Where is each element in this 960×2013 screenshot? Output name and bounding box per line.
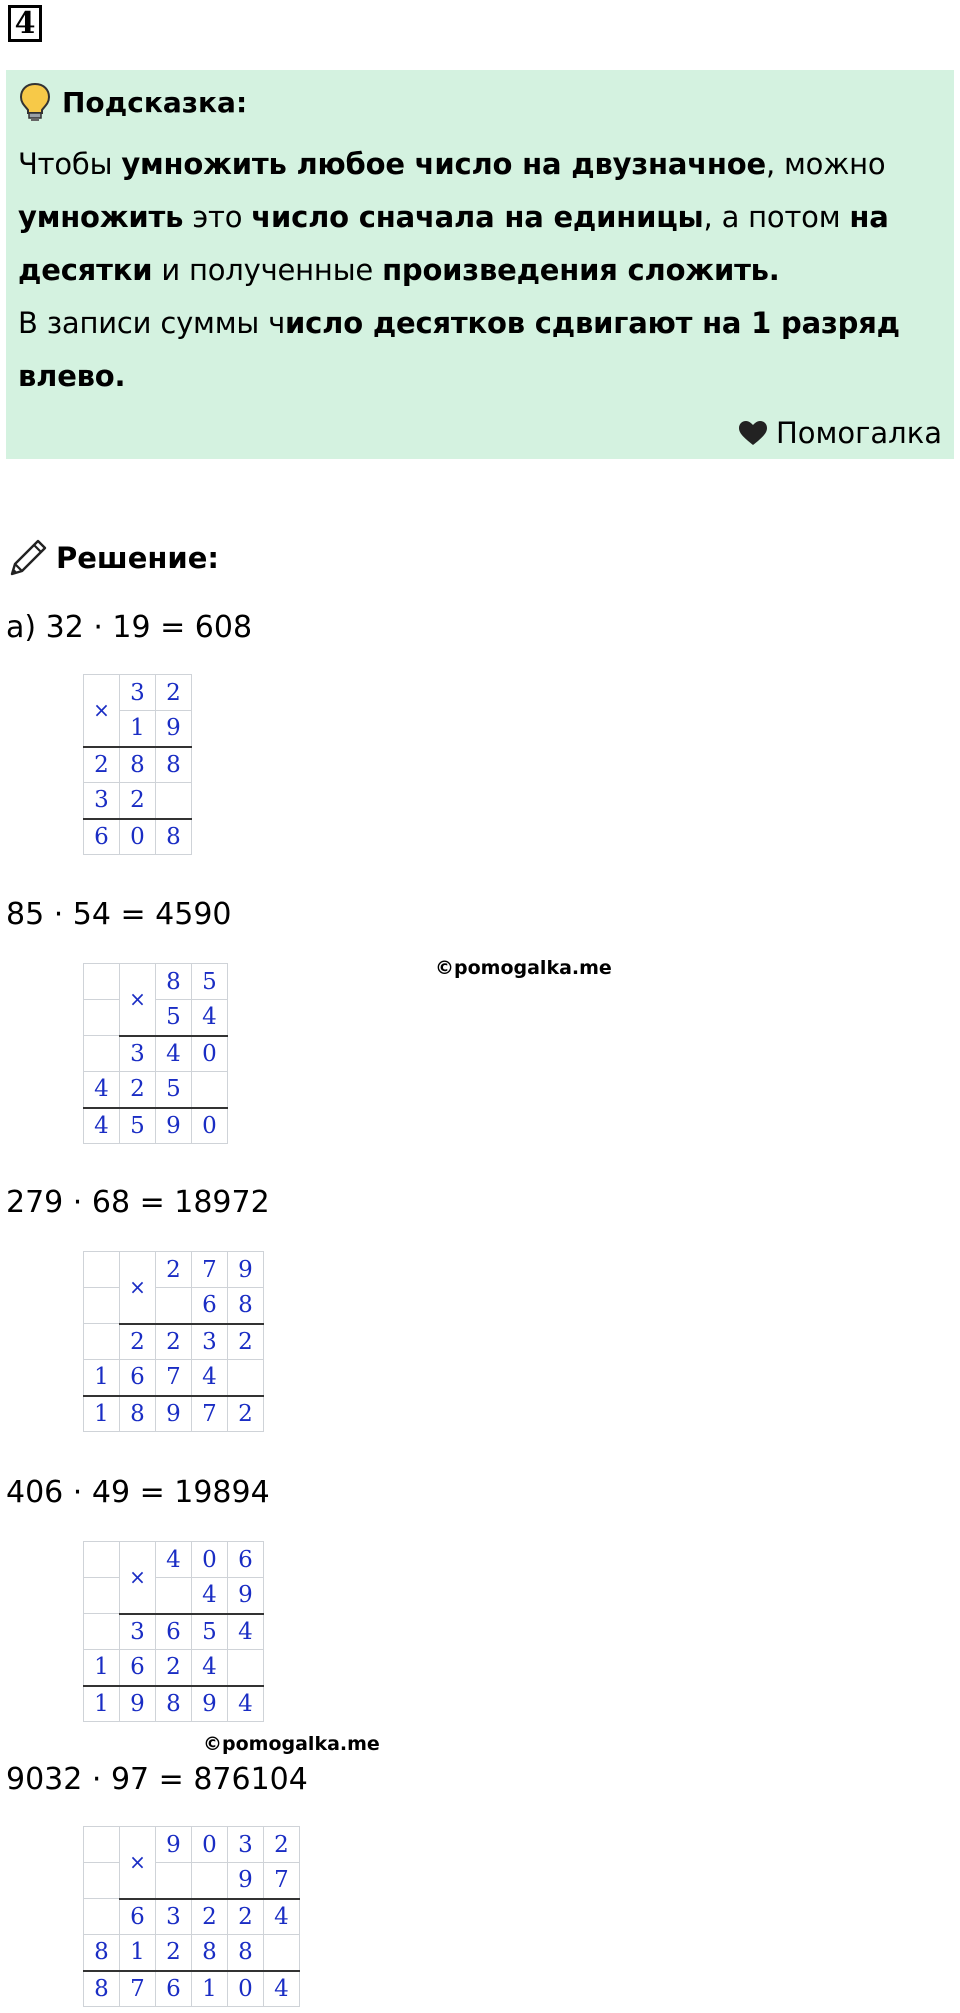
digit-cell: 3	[120, 1614, 156, 1650]
digit-cell: 1	[120, 1935, 156, 1971]
digit-cell: 1	[84, 1650, 120, 1686]
digit-cell: 7	[120, 1971, 156, 2007]
multiply-sign: ×	[120, 1542, 156, 1614]
digit-cell: 5	[192, 1614, 228, 1650]
digit-cell: 2	[192, 1899, 228, 1935]
digit-cell: 0	[192, 1108, 228, 1144]
pencil-icon	[6, 536, 50, 580]
digit-cell: 9	[156, 1827, 192, 1863]
grid-row	[84, 1614, 264, 1650]
digit-cell: 2	[228, 1324, 264, 1360]
digit-cell: 4	[192, 1578, 228, 1614]
digit-cell	[156, 1863, 192, 1899]
digit-cell: 4	[192, 1360, 228, 1396]
grid-row	[84, 675, 192, 711]
grid-row	[84, 1324, 264, 1360]
grid-row	[84, 1863, 300, 1899]
grid-row	[84, 1288, 264, 1324]
digit-cell: 2	[156, 1935, 192, 1971]
digit-cell: 1	[84, 1360, 120, 1396]
digit-cell: 3	[228, 1827, 264, 1863]
digit-cell: 1	[84, 1396, 120, 1432]
grid-row	[84, 1072, 228, 1108]
solution-title: Решение:	[56, 541, 220, 575]
grid-row	[84, 1252, 264, 1288]
digit-cell: 8	[228, 1288, 264, 1324]
grid-row	[84, 1578, 264, 1614]
digit-cell: 2	[84, 747, 120, 783]
hint-line	[18, 297, 938, 350]
grid-row	[84, 1542, 264, 1578]
hint-bold-text: исло десятков сдвигают на 1 разряд	[285, 306, 900, 340]
task-number: 4	[8, 5, 42, 42]
digit-cell: 8	[120, 747, 156, 783]
multiply-sign: ×	[120, 1827, 156, 1899]
digit-cell: 6	[84, 819, 120, 855]
equation-c: 279 · 68 = 18972	[6, 1185, 270, 1220]
digit-cell: 2	[120, 1324, 156, 1360]
digit-cell	[84, 1578, 120, 1614]
multiply-sign: ×	[120, 964, 156, 1036]
digit-cell	[84, 1827, 120, 1863]
digit-cell: 6	[120, 1360, 156, 1396]
digit-cell: 3	[192, 1324, 228, 1360]
digit-cell: 1	[120, 711, 156, 747]
digit-cell: 4	[84, 1108, 120, 1144]
hint-text-segment: В записи суммы ч	[18, 306, 286, 340]
hint-bold-text: влево.	[18, 359, 126, 393]
hint-text-segment: и полученные	[152, 253, 383, 287]
digit-cell: 8	[84, 1971, 120, 2007]
digit-cell: 2	[120, 1072, 156, 1108]
digit-cell: 3	[120, 675, 156, 711]
digit-cell: 2	[156, 1650, 192, 1686]
digit-cell: 2	[120, 783, 156, 819]
digit-cell: 2	[156, 675, 192, 711]
grid-row	[84, 1899, 300, 1935]
hint-text-segment: , а потом	[703, 200, 850, 234]
digit-cell	[192, 1072, 228, 1108]
digit-cell: 4	[264, 1899, 300, 1935]
digit-cell: 4	[228, 1614, 264, 1650]
digit-cell: 9	[156, 711, 192, 747]
grid-row	[84, 819, 192, 855]
digit-cell	[84, 1863, 120, 1899]
digit-cell: 5	[120, 1108, 156, 1144]
hint-text	[18, 138, 942, 403]
digit-cell: 9	[228, 1252, 264, 1288]
digit-cell	[84, 1000, 120, 1036]
digit-cell: 3	[84, 783, 120, 819]
digit-cell: 9	[228, 1578, 264, 1614]
digit-cell: 6	[156, 1614, 192, 1650]
digit-cell: 3	[120, 1036, 156, 1072]
grid-row	[84, 783, 192, 819]
digit-cell: 7	[192, 1396, 228, 1432]
equation-d: 406 · 49 = 19894	[6, 1475, 270, 1510]
digit-cell	[84, 1899, 120, 1935]
hint-line	[18, 350, 938, 403]
equation-b: 85 · 54 = 4590	[6, 897, 232, 932]
hint-line	[18, 244, 938, 297]
grid-row	[84, 1686, 264, 1722]
digit-cell: 0	[228, 1971, 264, 2007]
digit-cell: 6	[228, 1542, 264, 1578]
digit-cell: 9	[120, 1686, 156, 1722]
hint-title: Подсказка:	[62, 85, 248, 119]
watermark: ©pomogalka.me	[203, 1733, 380, 1755]
digit-cell: 6	[120, 1899, 156, 1935]
multiply-sign: ×	[84, 675, 120, 747]
digit-cell	[84, 1324, 120, 1360]
grid-row	[84, 1935, 300, 1971]
watermark: ©pomogalka.me	[435, 957, 612, 979]
grid-row	[84, 964, 228, 1000]
digit-cell: 4	[192, 1650, 228, 1686]
grid-row	[84, 1108, 228, 1144]
digit-cell: 7	[264, 1863, 300, 1899]
digit-cell	[84, 1036, 120, 1072]
digit-cell: 1	[84, 1686, 120, 1722]
hint-bold-text: десятки	[18, 253, 153, 287]
hint-title-row	[18, 80, 942, 124]
digit-cell: 6	[192, 1288, 228, 1324]
digit-cell: 8	[156, 964, 192, 1000]
digit-cell: 7	[192, 1252, 228, 1288]
multiply-sign: ×	[120, 1252, 156, 1324]
digit-cell: 8	[228, 1935, 264, 1971]
hint-bold-text: умножить	[18, 200, 184, 234]
solution-title-row	[6, 533, 219, 583]
multiplication-grid-b	[83, 963, 228, 1144]
digit-cell: 9	[192, 1686, 228, 1722]
grid-row	[84, 1650, 264, 1686]
digit-cell: 1	[192, 1971, 228, 2007]
digit-cell: 4	[264, 1971, 300, 2007]
grid-row	[84, 747, 192, 783]
digit-cell: 4	[228, 1686, 264, 1722]
hint-text-segment: это	[183, 200, 252, 234]
digit-cell	[84, 964, 120, 1000]
digit-cell: 5	[192, 964, 228, 1000]
digit-cell: 0	[120, 819, 156, 855]
digit-cell: 3	[156, 1899, 192, 1935]
grid-row	[84, 1360, 264, 1396]
digit-cell: 4	[156, 1542, 192, 1578]
digit-cell: 7	[156, 1360, 192, 1396]
digit-cell	[84, 1542, 120, 1578]
digit-cell: 0	[192, 1036, 228, 1072]
digit-cell: 5	[156, 1072, 192, 1108]
heart-icon	[738, 420, 768, 446]
hint-credit	[738, 411, 942, 455]
digit-cell: 2	[228, 1899, 264, 1935]
digit-cell: 9	[156, 1108, 192, 1144]
hint-line	[18, 191, 938, 244]
grid-row	[84, 1827, 300, 1863]
equation-e: 9032 · 97 = 876104	[6, 1762, 308, 1797]
hint-box	[6, 70, 954, 459]
grid-row	[84, 1036, 228, 1072]
digit-cell	[228, 1360, 264, 1396]
digit-cell	[84, 1252, 120, 1288]
multiplication-grid-e	[83, 1826, 300, 2007]
lightbulb-icon	[18, 82, 52, 122]
hint-bold-text: на	[849, 200, 889, 234]
digit-cell: 2	[264, 1827, 300, 1863]
digit-cell: 4	[84, 1072, 120, 1108]
multiplication-grid-d	[83, 1541, 264, 1722]
hint-text-segment: Чтобы	[18, 147, 122, 181]
hint-bold-text: умножить любое число на двузначное	[121, 147, 766, 181]
digit-cell: 0	[192, 1542, 228, 1578]
digit-cell	[264, 1935, 300, 1971]
digit-cell	[84, 1288, 120, 1324]
digit-cell: 8	[192, 1935, 228, 1971]
grid-row	[84, 1971, 300, 2007]
digit-cell	[156, 1288, 192, 1324]
digit-cell: 4	[192, 1000, 228, 1036]
digit-cell	[156, 1578, 192, 1614]
credit-text: Помогалка	[776, 416, 942, 450]
digit-cell: 4	[156, 1036, 192, 1072]
hint-bold-text: число сначала на единицы	[251, 200, 704, 234]
digit-cell	[192, 1863, 228, 1899]
grid-row	[84, 1000, 228, 1036]
digit-cell	[156, 783, 192, 819]
digit-cell: 2	[156, 1324, 192, 1360]
digit-cell: 8	[156, 819, 192, 855]
digit-cell: 2	[156, 1252, 192, 1288]
digit-cell: 6	[156, 1971, 192, 2007]
digit-cell	[84, 1614, 120, 1650]
equation-a: а) 32 · 19 = 608	[6, 610, 253, 645]
grid-row	[84, 1396, 264, 1432]
digit-cell: 9	[228, 1863, 264, 1899]
digit-cell: 0	[192, 1827, 228, 1863]
hint-text-segment: , можно	[765, 147, 886, 181]
digit-cell: 8	[156, 747, 192, 783]
digit-cell: 8	[120, 1396, 156, 1432]
digit-cell: 9	[156, 1396, 192, 1432]
multiplication-grid-a	[83, 674, 192, 855]
digit-cell: 8	[156, 1686, 192, 1722]
multiplication-grid-c	[83, 1251, 264, 1432]
digit-cell	[228, 1650, 264, 1686]
digit-cell: 5	[156, 1000, 192, 1036]
digit-cell: 6	[120, 1650, 156, 1686]
hint-bold-text: произведения сложить.	[382, 253, 780, 287]
digit-cell: 8	[84, 1935, 120, 1971]
digit-cell: 2	[228, 1396, 264, 1432]
hint-line	[18, 138, 938, 191]
